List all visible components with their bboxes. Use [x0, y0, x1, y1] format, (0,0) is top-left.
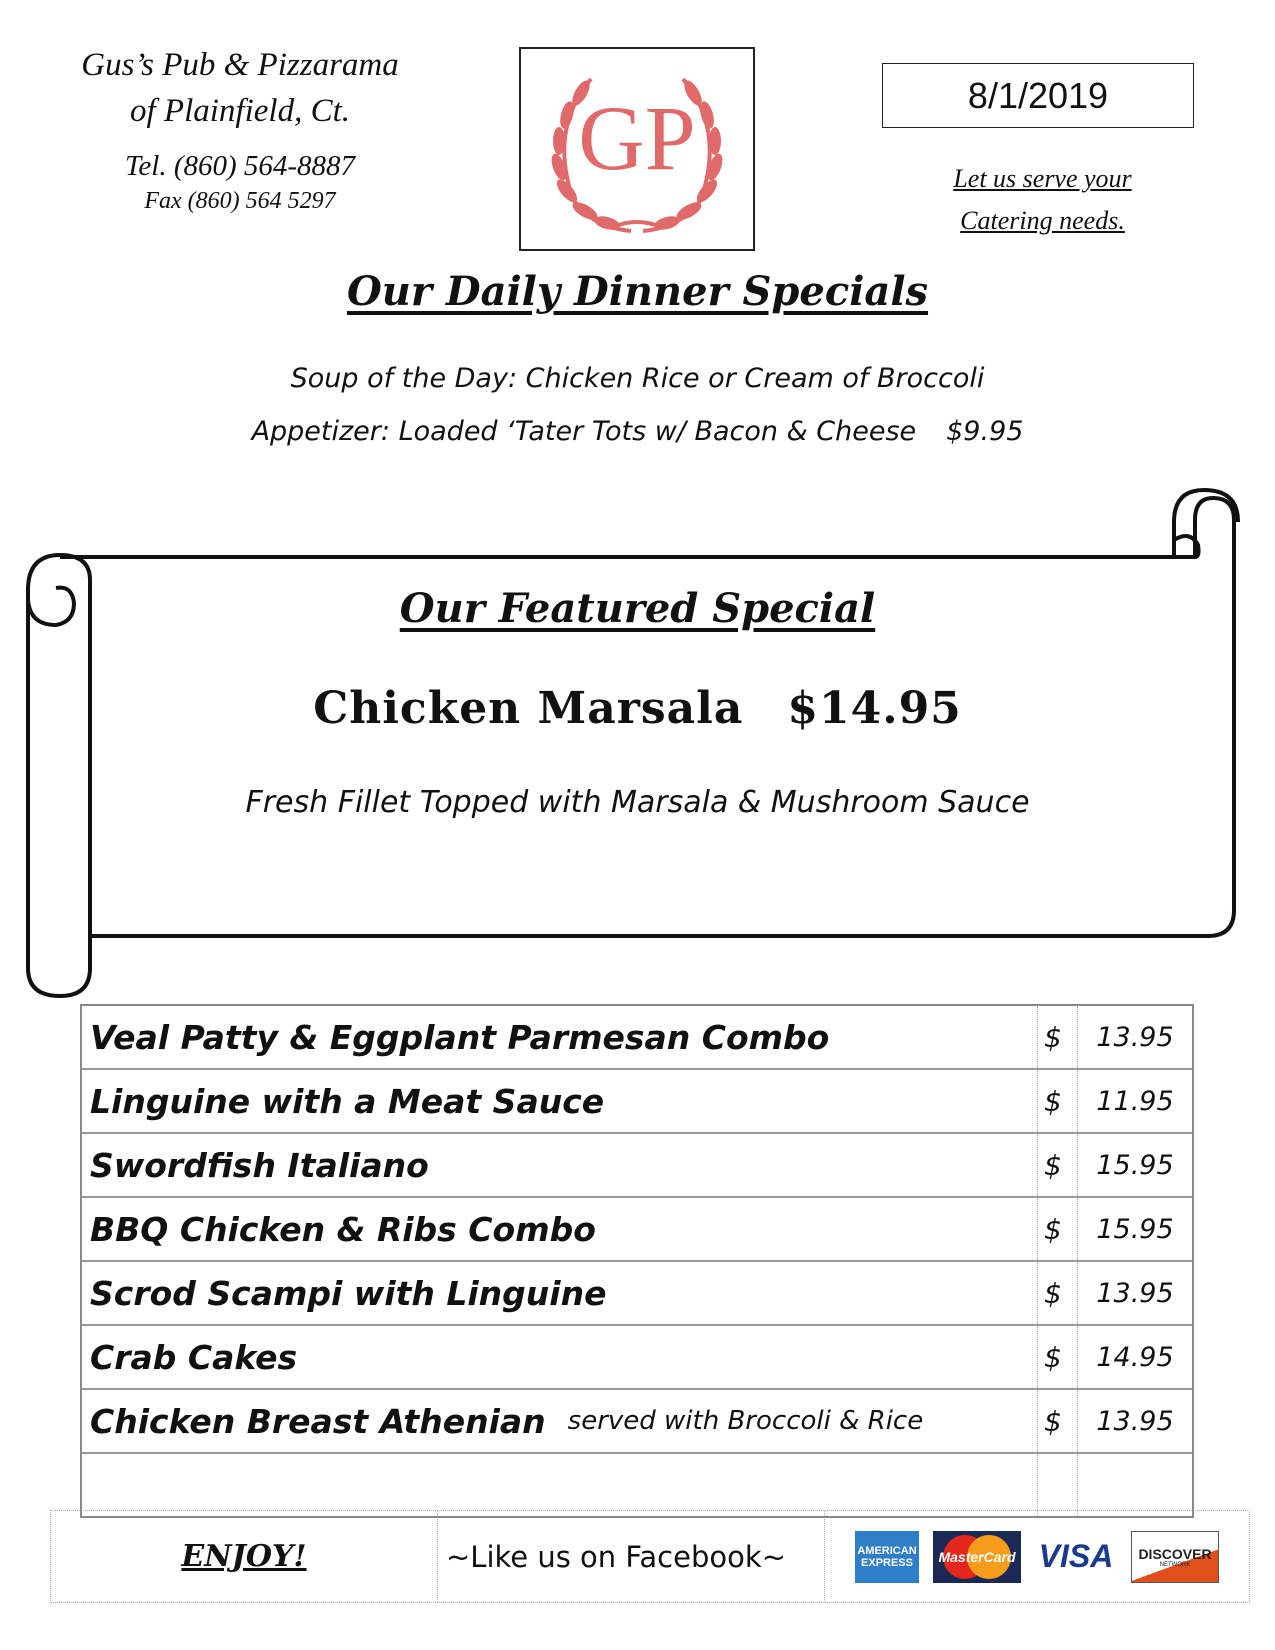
menu-row	[82, 1390, 1192, 1454]
menu-item-name	[82, 1070, 1038, 1132]
menu-item-name	[82, 1390, 1038, 1452]
menu-item-name-text: Chicken Breast Athenian	[90, 1401, 546, 1441]
discover-label: DISCOVER	[1138, 1545, 1212, 1562]
footer	[50, 1510, 1250, 1603]
menu-item-name-text: Scrod Scampi with Linguine	[90, 1273, 607, 1313]
menu-item-name-text: Crab Cakes	[90, 1337, 298, 1377]
enjoy-text	[51, 1511, 438, 1602]
menu-item-name-text: Swordfish Italiano	[90, 1145, 429, 1185]
discover-sub-label: NETWORK	[1159, 1561, 1191, 1568]
payment-cards	[825, 1511, 1249, 1602]
soup-of-the-day: Soup of the Day: Chicken Rice or Cream of Broccoli	[290, 363, 985, 394]
menu-item-price: 13.95	[1096, 1405, 1174, 1437]
currency-symbol: $	[1038, 1006, 1078, 1068]
featured-special-title	[0, 585, 1275, 632]
fax-number: Fax (860) 564 5297	[144, 188, 336, 214]
appetizer-price: $9.95	[946, 416, 1024, 447]
menu-item-price: 14.95	[1096, 1341, 1174, 1373]
currency-symbol: $	[1038, 1134, 1078, 1196]
discover-card-icon	[1131, 1531, 1219, 1583]
amex-card-icon: AMERICAN EXPRESS	[855, 1531, 919, 1583]
menu-item-name-text: Linguine with a Meat Sauce	[90, 1081, 605, 1121]
menu-item-name	[82, 1198, 1038, 1260]
menu-item-price: 13.95	[1096, 1021, 1174, 1053]
menu-item-name	[82, 1262, 1038, 1324]
menu-item-name	[82, 1326, 1038, 1388]
restaurant-location: of Plainfield, Ct.	[130, 93, 350, 129]
featured-dish-name: Chicken Marsala	[313, 683, 744, 734]
daily-specials-title-text: Our Daily Dinner Specials	[346, 268, 929, 315]
featured-dish	[0, 683, 1275, 734]
menu-item-price-empty	[1078, 1454, 1192, 1516]
menu-row	[82, 1070, 1192, 1134]
menu-row	[82, 1134, 1192, 1198]
menu-date: 8/1/2019	[882, 63, 1194, 128]
currency-symbol: $	[1038, 1326, 1078, 1388]
menu-row-empty	[82, 1454, 1192, 1516]
phone-number: Tel. (860) 564-8887	[124, 150, 356, 182]
appetizer-text: Appetizer: Loaded ‘Tater Tots w/ Bacon & Cheese	[251, 416, 917, 447]
menu-item-price: 13.95	[1096, 1277, 1174, 1309]
menu-item-price: 15.95	[1096, 1149, 1174, 1181]
enjoy-label: ENJOY!	[181, 1539, 307, 1574]
restaurant-name: Gus’s Pub & Pizzarama	[81, 47, 399, 83]
menu-item-name	[82, 1134, 1038, 1196]
menu-table	[80, 1004, 1194, 1518]
catering-line2: Catering needs.	[960, 206, 1125, 235]
menu-row	[82, 1198, 1192, 1262]
currency-symbol-empty	[1038, 1454, 1078, 1516]
menu-row	[82, 1262, 1192, 1326]
currency-symbol: $	[1038, 1390, 1078, 1452]
menu-item-name	[82, 1006, 1038, 1068]
logo-monogram: GP	[578, 87, 696, 189]
catering-line1: Let us serve your	[953, 164, 1132, 193]
currency-symbol: $	[1038, 1198, 1078, 1260]
currency-symbol: $	[1038, 1070, 1078, 1132]
menu-item-name-text: Veal Patty & Eggplant Parmesan Combo	[90, 1017, 830, 1057]
menu-item-note: served with Broccoli & Rice	[567, 1406, 924, 1436]
featured-special-title-text: Our Featured Special	[399, 585, 876, 632]
menu-item-price: 11.95	[1096, 1085, 1174, 1117]
menu-row	[82, 1006, 1192, 1070]
mastercard-icon	[933, 1531, 1021, 1583]
facebook-note: ~Like us on Facebook~	[438, 1511, 825, 1602]
menu-item-price: 15.95	[1096, 1213, 1174, 1245]
menu-item-name-text: BBQ Chicken & Ribs Combo	[90, 1209, 596, 1249]
featured-dish-price: $14.95	[787, 683, 962, 734]
featured-dish-description: Fresh Fillet Topped with Marsala & Mushroom Sauce	[245, 785, 1030, 820]
mastercard-label: MasterCard	[938, 1548, 1016, 1565]
menu-row	[82, 1326, 1192, 1390]
visa-card-icon: VISA	[1038, 1538, 1114, 1574]
currency-symbol: $	[1038, 1262, 1078, 1324]
menu-item-name-empty	[82, 1454, 1038, 1516]
